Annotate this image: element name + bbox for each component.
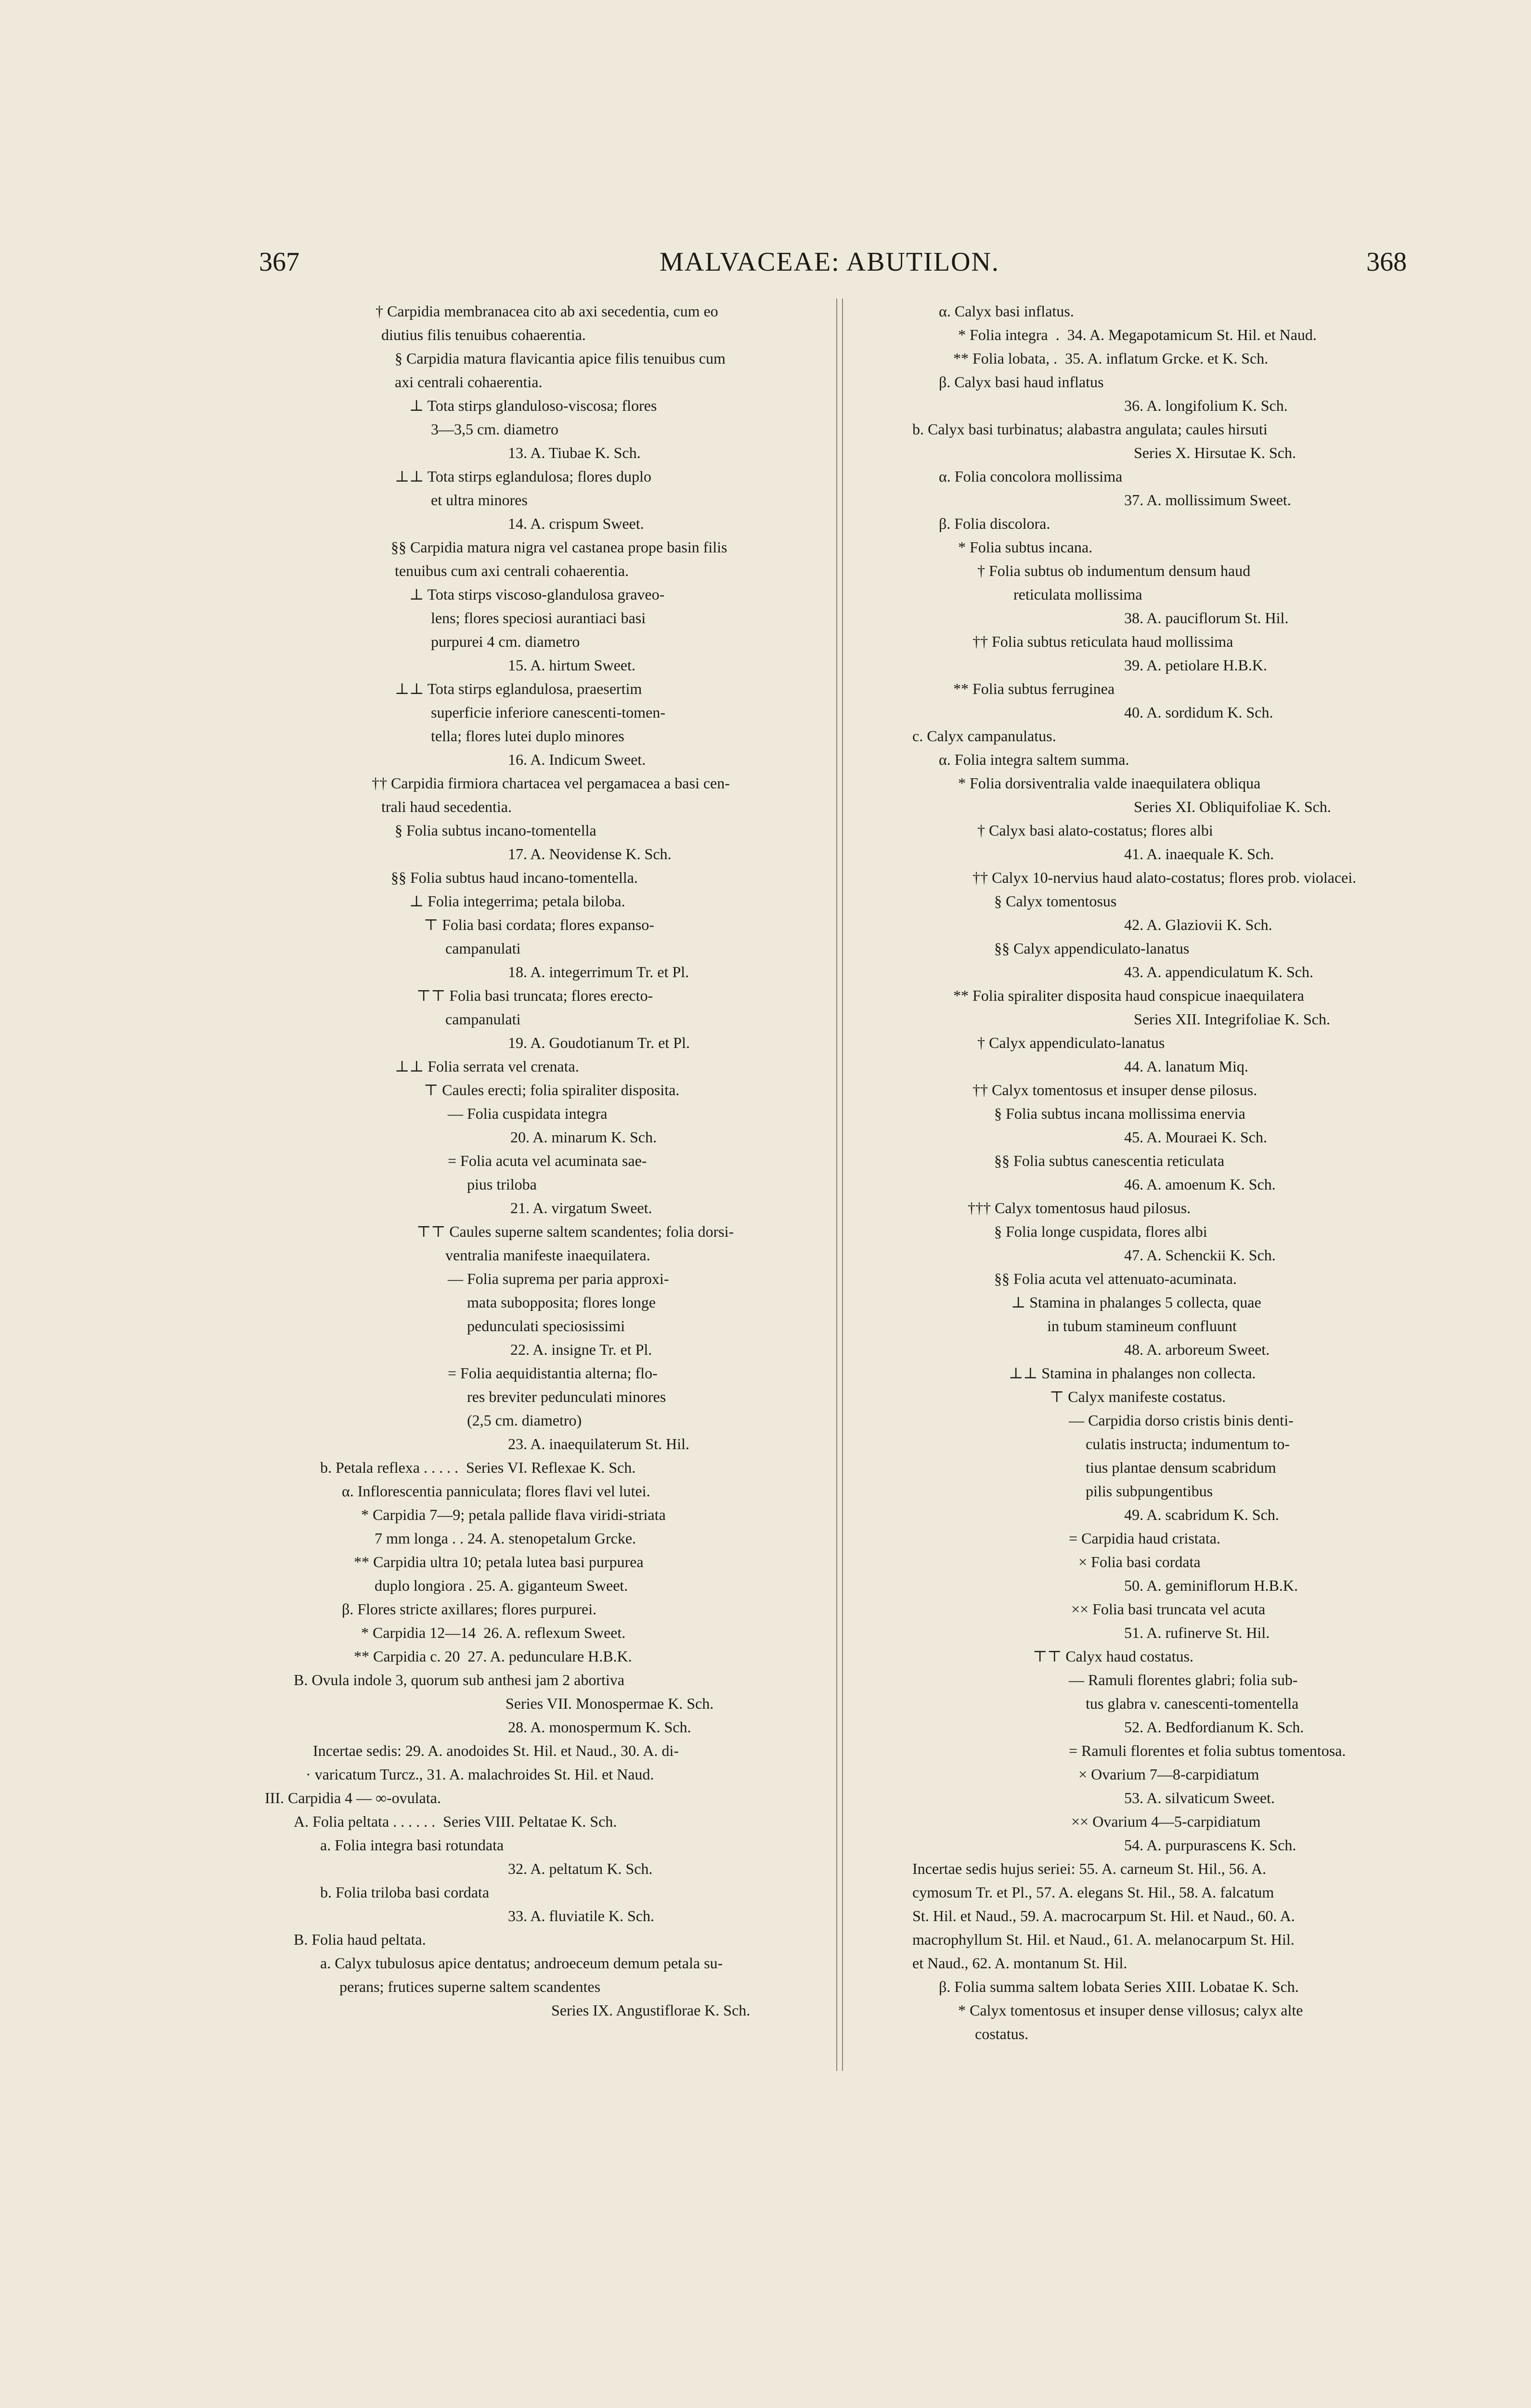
key-line: ventralia manifeste inaequilatera.	[445, 1246, 650, 1264]
key-line: §§ Folia acuta vel attenuato-acuminata.	[994, 1270, 1237, 1287]
key-line: 20. A. minarum K. Sch.	[510, 1128, 657, 1146]
right-column	[912, 300, 1466, 2046]
key-line: pius triloba	[467, 1176, 537, 1193]
left-page-number: 367	[259, 247, 299, 277]
key-line: · varicatum Turcz., 31. A. malachroides St. Hil. et Naud.	[306, 1766, 654, 1783]
key-line: § Folia subtus incana mollissima enervia	[994, 1105, 1246, 1122]
key-line: ⊤ Calyx manifeste costatus.	[1050, 1388, 1226, 1405]
key-line: ** Carpidia ultra 10; petala lutea basi purpurea	[354, 1553, 644, 1570]
key-line: — Folia cuspidata integra	[448, 1105, 608, 1122]
key-line: 47. A. Schenckii K. Sch.	[1124, 1246, 1276, 1264]
key-line: * Carpidia 12—14 26. A. reflexum Sweet.	[361, 1624, 626, 1641]
key-line: ⊤⊤ Caules superne saltem scandentes; folia dorsi-	[416, 1223, 734, 1240]
key-line: b. Folia triloba basi cordata	[320, 1884, 490, 1901]
key-line: tus glabra v. canescenti-tomentella	[1086, 1695, 1299, 1712]
key-line: culatis instructa; indumentum to-	[1086, 1435, 1290, 1453]
key-line: β. Calyx basi haud inflatus	[939, 373, 1104, 391]
key-line: ** Folia subtus ferruginea	[953, 680, 1115, 697]
key-line: et Naud., 62. A. montanum St. Hil.	[912, 1954, 1128, 1972]
key-line: 37. A. mollissimum Sweet.	[1124, 491, 1291, 509]
key-line: ⊥ Tota stirps glanduloso-viscosa; flores	[409, 397, 657, 414]
key-line: b. Petala reflexa . . . . . Series VI. Reflexae K. Sch.	[320, 1459, 636, 1476]
key-line: § Folia longe cuspidata, flores albi	[994, 1223, 1207, 1240]
key-line: axi centrali cohaerentia.	[395, 373, 543, 391]
left-column	[265, 300, 828, 2022]
key-line: lens; flores speciosi aurantiaci basi	[431, 609, 646, 627]
key-line: ⊥⊥ Tota stirps eglandulosa, praesertim	[395, 680, 642, 697]
key-line: 18. A. integerrimum Tr. et Pl.	[508, 963, 689, 981]
key-line: perans; frutices superne saltem scandentes	[339, 1978, 601, 1995]
key-line: † Carpidia membranacea cito ab axi secedentia, cum eo	[376, 302, 718, 320]
key-line: B. Ovula indole 3, quorum sub anthesi jam 2 abortiva	[294, 1671, 624, 1688]
key-line: Series IX. Angustiflorae K. Sch.	[551, 2002, 751, 2019]
key-line: 13. A. Tiubae K. Sch.	[508, 444, 641, 461]
key-line: tenuibus cum axi centrali cohaerentia.	[395, 562, 629, 579]
running-title: MALVACEAE: ABUTILON.	[660, 247, 999, 277]
key-line: 16. A. Indicum Sweet.	[508, 751, 646, 768]
key-line: †† Folia subtus reticulata haud mollissima	[973, 633, 1233, 650]
key-line: × Folia basi cordata	[1078, 1553, 1201, 1570]
key-line: Series X. Hirsutae K. Sch.	[1134, 444, 1296, 461]
key-line: = Folia acuta vel acuminata sae-	[448, 1152, 647, 1169]
key-line: 14. A. crispum Sweet.	[508, 515, 644, 532]
key-line: pilis subpungentibus	[1086, 1482, 1213, 1500]
key-line: 28. A. monospermum K. Sch.	[508, 1718, 691, 1736]
key-line: tella; flores lutei duplo minores	[431, 727, 624, 745]
key-line: α. Folia concolora mollissima	[939, 468, 1123, 485]
key-line: A. Folia peltata . . . . . . Series VIII. Peltatae K. Sch.	[294, 1813, 617, 1830]
key-line: α. Inflorescentia panniculata; flores flavi vel lutei.	[342, 1482, 650, 1500]
key-line: 32. A. peltatum K. Sch.	[508, 1860, 653, 1877]
key-line: Series VII. Monospermae K. Sch.	[506, 1695, 714, 1712]
key-line: mata subopposita; flores longe	[467, 1294, 656, 1311]
key-line: superficie inferiore canescenti-tomen-	[431, 704, 665, 721]
key-line: 15. A. hirtum Sweet.	[508, 656, 636, 674]
key-line: * Folia subtus incana.	[958, 538, 1093, 556]
key-line: Incertae sedis hujus seriei: 55. A. carneum St. Hil., 56. A.	[912, 1860, 1266, 1877]
key-line: × Ovarium 7—8-carpidiatum	[1078, 1766, 1259, 1783]
key-line: †† Calyx 10-nervius haud alato-costatus; flores prob. violacei.	[973, 869, 1357, 886]
key-line: * Folia dorsiventralia valde inaequilatera obliqua	[958, 774, 1261, 792]
key-line: b. Calyx basi turbinatus; alabastra angulata; caules hirsuti	[912, 420, 1268, 438]
key-line: §§ Calyx appendiculato-lanatus	[994, 940, 1190, 957]
key-line: ⊤ Caules erecti; folia spiraliter disposita.	[424, 1081, 680, 1099]
key-line: 51. A. rufinerve St. Hil.	[1124, 1624, 1270, 1641]
key-line: α. Folia integra saltem summa.	[939, 751, 1129, 768]
key-line: †† Carpidia firmiora chartacea vel pergamacea a basi cen-	[372, 774, 730, 792]
key-line: (2,5 cm. diametro)	[467, 1412, 582, 1429]
key-line: a. Calyx tubulosus apice dentatus; androeceum demum petala su-	[320, 1954, 723, 1972]
key-line: Series XII. Integrifoliae K. Sch.	[1134, 1010, 1330, 1028]
key-line: 17. A. Neovidense K. Sch.	[508, 845, 672, 863]
key-line: 44. A. lanatum Miq.	[1124, 1058, 1248, 1075]
key-line: 42. A. Glaziovii K. Sch.	[1124, 916, 1272, 933]
key-line: †† Calyx tomentosus et insuper dense pilosus.	[973, 1081, 1258, 1099]
key-line: 53. A. silvaticum Sweet.	[1124, 1789, 1275, 1806]
key-line: ⊥ Tota stirps viscoso-glandulosa graveo-	[409, 586, 665, 603]
key-line: Incertae sedis: 29. A. anodoides St. Hil. et Naud., 30. A. di-	[313, 1742, 679, 1759]
key-line: et ultra minores	[431, 491, 528, 509]
key-line: trali haud secedentia.	[381, 798, 512, 815]
key-line: ⊥⊥ Stamina in phalanges non collecta.	[1009, 1364, 1256, 1382]
key-line: pedunculati speciosissimi	[467, 1317, 625, 1335]
key-line: § Calyx tomentosus	[994, 892, 1117, 910]
column-divider	[836, 299, 843, 2071]
key-line: 52. A. Bedfordianum K. Sch.	[1124, 1718, 1304, 1736]
key-line: — Ramuli florentes glabri; folia sub-	[1069, 1671, 1298, 1688]
key-line: res breviter pedunculati minores	[467, 1388, 666, 1405]
key-line: 50. A. geminiflorum H.B.K.	[1124, 1577, 1298, 1594]
key-line: cymosum Tr. et Pl., 57. A. elegans St. Hil., 58. A. falcatum	[912, 1884, 1274, 1901]
key-line: 40. A. sordidum K. Sch.	[1124, 704, 1273, 721]
key-line: β. Folia summa saltem lobata Series XIII. Lobatae K. Sch.	[939, 1978, 1299, 1995]
key-line: 33. A. fluviatile K. Sch.	[508, 1907, 654, 1924]
key-line: duplo longiora . 25. A. giganteum Sweet.	[375, 1577, 628, 1594]
key-line: = Carpidia haud cristata.	[1069, 1530, 1220, 1547]
key-line: 7 mm longa . . 24. A. stenopetalum Grcke.	[375, 1530, 636, 1547]
key-line: ⊤⊤ Folia basi truncata; flores erecto-	[416, 987, 653, 1004]
key-line: ** Folia spiraliter disposita haud conspicue inaequilatera	[953, 987, 1304, 1004]
key-line: 48. A. arboreum Sweet.	[1124, 1341, 1270, 1358]
key-line: 19. A. Goudotianum Tr. et Pl.	[508, 1034, 690, 1051]
key-line: §§ Carpidia matura nigra vel castanea prope basin filis	[391, 538, 727, 556]
key-line: ** Carpidia c. 20 27. A. pedunculare H.B.K.	[354, 1648, 632, 1665]
key-line: ⊥⊥ Tota stirps eglandulosa; flores duplo	[395, 468, 651, 485]
key-line: 46. A. amoenum K. Sch.	[1124, 1176, 1276, 1193]
key-line: campanulati	[445, 1010, 521, 1028]
key-line: purpurei 4 cm. diametro	[431, 633, 580, 650]
key-line: 49. A. scabridum K. Sch.	[1124, 1506, 1279, 1523]
key-line: = Ramuli florentes et folia subtus tomentosa.	[1069, 1742, 1346, 1759]
key-line: * Folia integra . 34. A. Megapotamicum St. Hil. et Naud.	[958, 326, 1317, 343]
key-line: ×× Folia basi truncata vel acuta	[1071, 1600, 1266, 1618]
key-line: β. Folia discolora.	[939, 515, 1051, 532]
key-line: α. Calyx basi inflatus.	[939, 302, 1074, 320]
key-line: ††† Calyx tomentosus haud pilosus.	[968, 1199, 1191, 1217]
key-line: ×× Ovarium 4—5-carpidiatum	[1071, 1813, 1261, 1830]
key-line: 3—3,5 cm. diametro	[431, 420, 558, 438]
key-line: ⊤ Folia basi cordata; flores expanso-	[424, 916, 654, 933]
key-line: costatus.	[975, 2025, 1029, 2042]
key-line: † Calyx appendiculato-lanatus	[977, 1034, 1165, 1051]
key-line: macrophyllum St. Hil. et Naud., 61. A. melanocarpum St. Hil.	[912, 1931, 1295, 1948]
key-line: 38. A. pauciflorum St. Hil.	[1124, 609, 1289, 627]
key-line: tius plantae densum scabridum	[1086, 1459, 1276, 1476]
key-line: §§ Folia subtus canescentia reticulata	[994, 1152, 1225, 1169]
key-line: in tubum stamineum confluunt	[1047, 1317, 1237, 1335]
key-line: Series XI. Obliquifoliae K. Sch.	[1134, 798, 1331, 815]
key-line: § Carpidia matura flavicantia apice filis tenuibus cum	[395, 350, 726, 367]
key-line: B. Folia haud peltata.	[294, 1931, 426, 1948]
key-line: * Calyx tomentosus et insuper dense villosus; calyx alte	[958, 2002, 1303, 2019]
key-line: §§ Folia subtus haud incano-tomentella.	[391, 869, 638, 886]
key-line: 22. A. insigne Tr. et Pl.	[510, 1341, 652, 1358]
key-line: β. Flores stricte axillares; flores purpurei.	[342, 1600, 597, 1618]
key-line: ** Folia lobata, . 35. A. inflatum Grcke. et K. Sch.	[953, 350, 1269, 367]
key-line: c. Calyx campanulatus.	[912, 727, 1056, 745]
key-line: a. Folia integra basi rotundata	[320, 1836, 504, 1854]
key-line: — Carpidia dorso cristis binis denti-	[1069, 1412, 1294, 1429]
key-line: campanulati	[445, 940, 521, 957]
key-line: § Folia subtus incano-tomentella	[395, 822, 597, 839]
key-line: * Carpidia 7—9; petala pallide flava viridi-striata	[361, 1506, 666, 1523]
key-line: St. Hil. et Naud., 59. A. macrocarpum St. Hil. et Naud., 60. A.	[912, 1907, 1295, 1924]
key-line: 23. A. inaequilaterum St. Hil.	[508, 1435, 689, 1453]
key-line: III. Carpidia 4 — ∞-ovulata.	[265, 1789, 441, 1806]
key-line: = Folia aequidistantia alterna; flo-	[448, 1364, 658, 1382]
right-page-number: 368	[1366, 247, 1407, 277]
key-line: 41. A. inaequale K. Sch.	[1124, 845, 1274, 863]
key-line: diutius filis tenuibus cohaerentia.	[381, 326, 586, 343]
key-line: ⊥⊥ Folia serrata vel crenata.	[395, 1058, 579, 1075]
key-line: — Folia suprema per paria approxi-	[448, 1270, 669, 1287]
key-line: ⊥ Stamina in phalanges 5 collecta, quae	[1011, 1294, 1261, 1311]
key-line: ⊥ Folia integerrima; petala biloba.	[409, 892, 625, 910]
key-line: ⊤⊤ Calyx haud costatus.	[1033, 1648, 1194, 1665]
key-line: reticulata mollissima	[1013, 586, 1142, 603]
key-line: 43. A. appendiculatum K. Sch.	[1124, 963, 1313, 981]
key-line: 39. A. petiolare H.B.K.	[1124, 656, 1267, 674]
key-line: 45. A. Mouraei K. Sch.	[1124, 1128, 1267, 1146]
key-line: † Calyx basi alato-costatus; flores albi	[977, 822, 1213, 839]
key-line: 21. A. virgatum Sweet.	[510, 1199, 652, 1217]
key-line: 54. A. purpurascens K. Sch.	[1124, 1836, 1297, 1854]
key-line: † Folia subtus ob indumentum densum haud	[977, 562, 1251, 579]
key-line: 36. A. longifolium K. Sch.	[1124, 397, 1288, 414]
